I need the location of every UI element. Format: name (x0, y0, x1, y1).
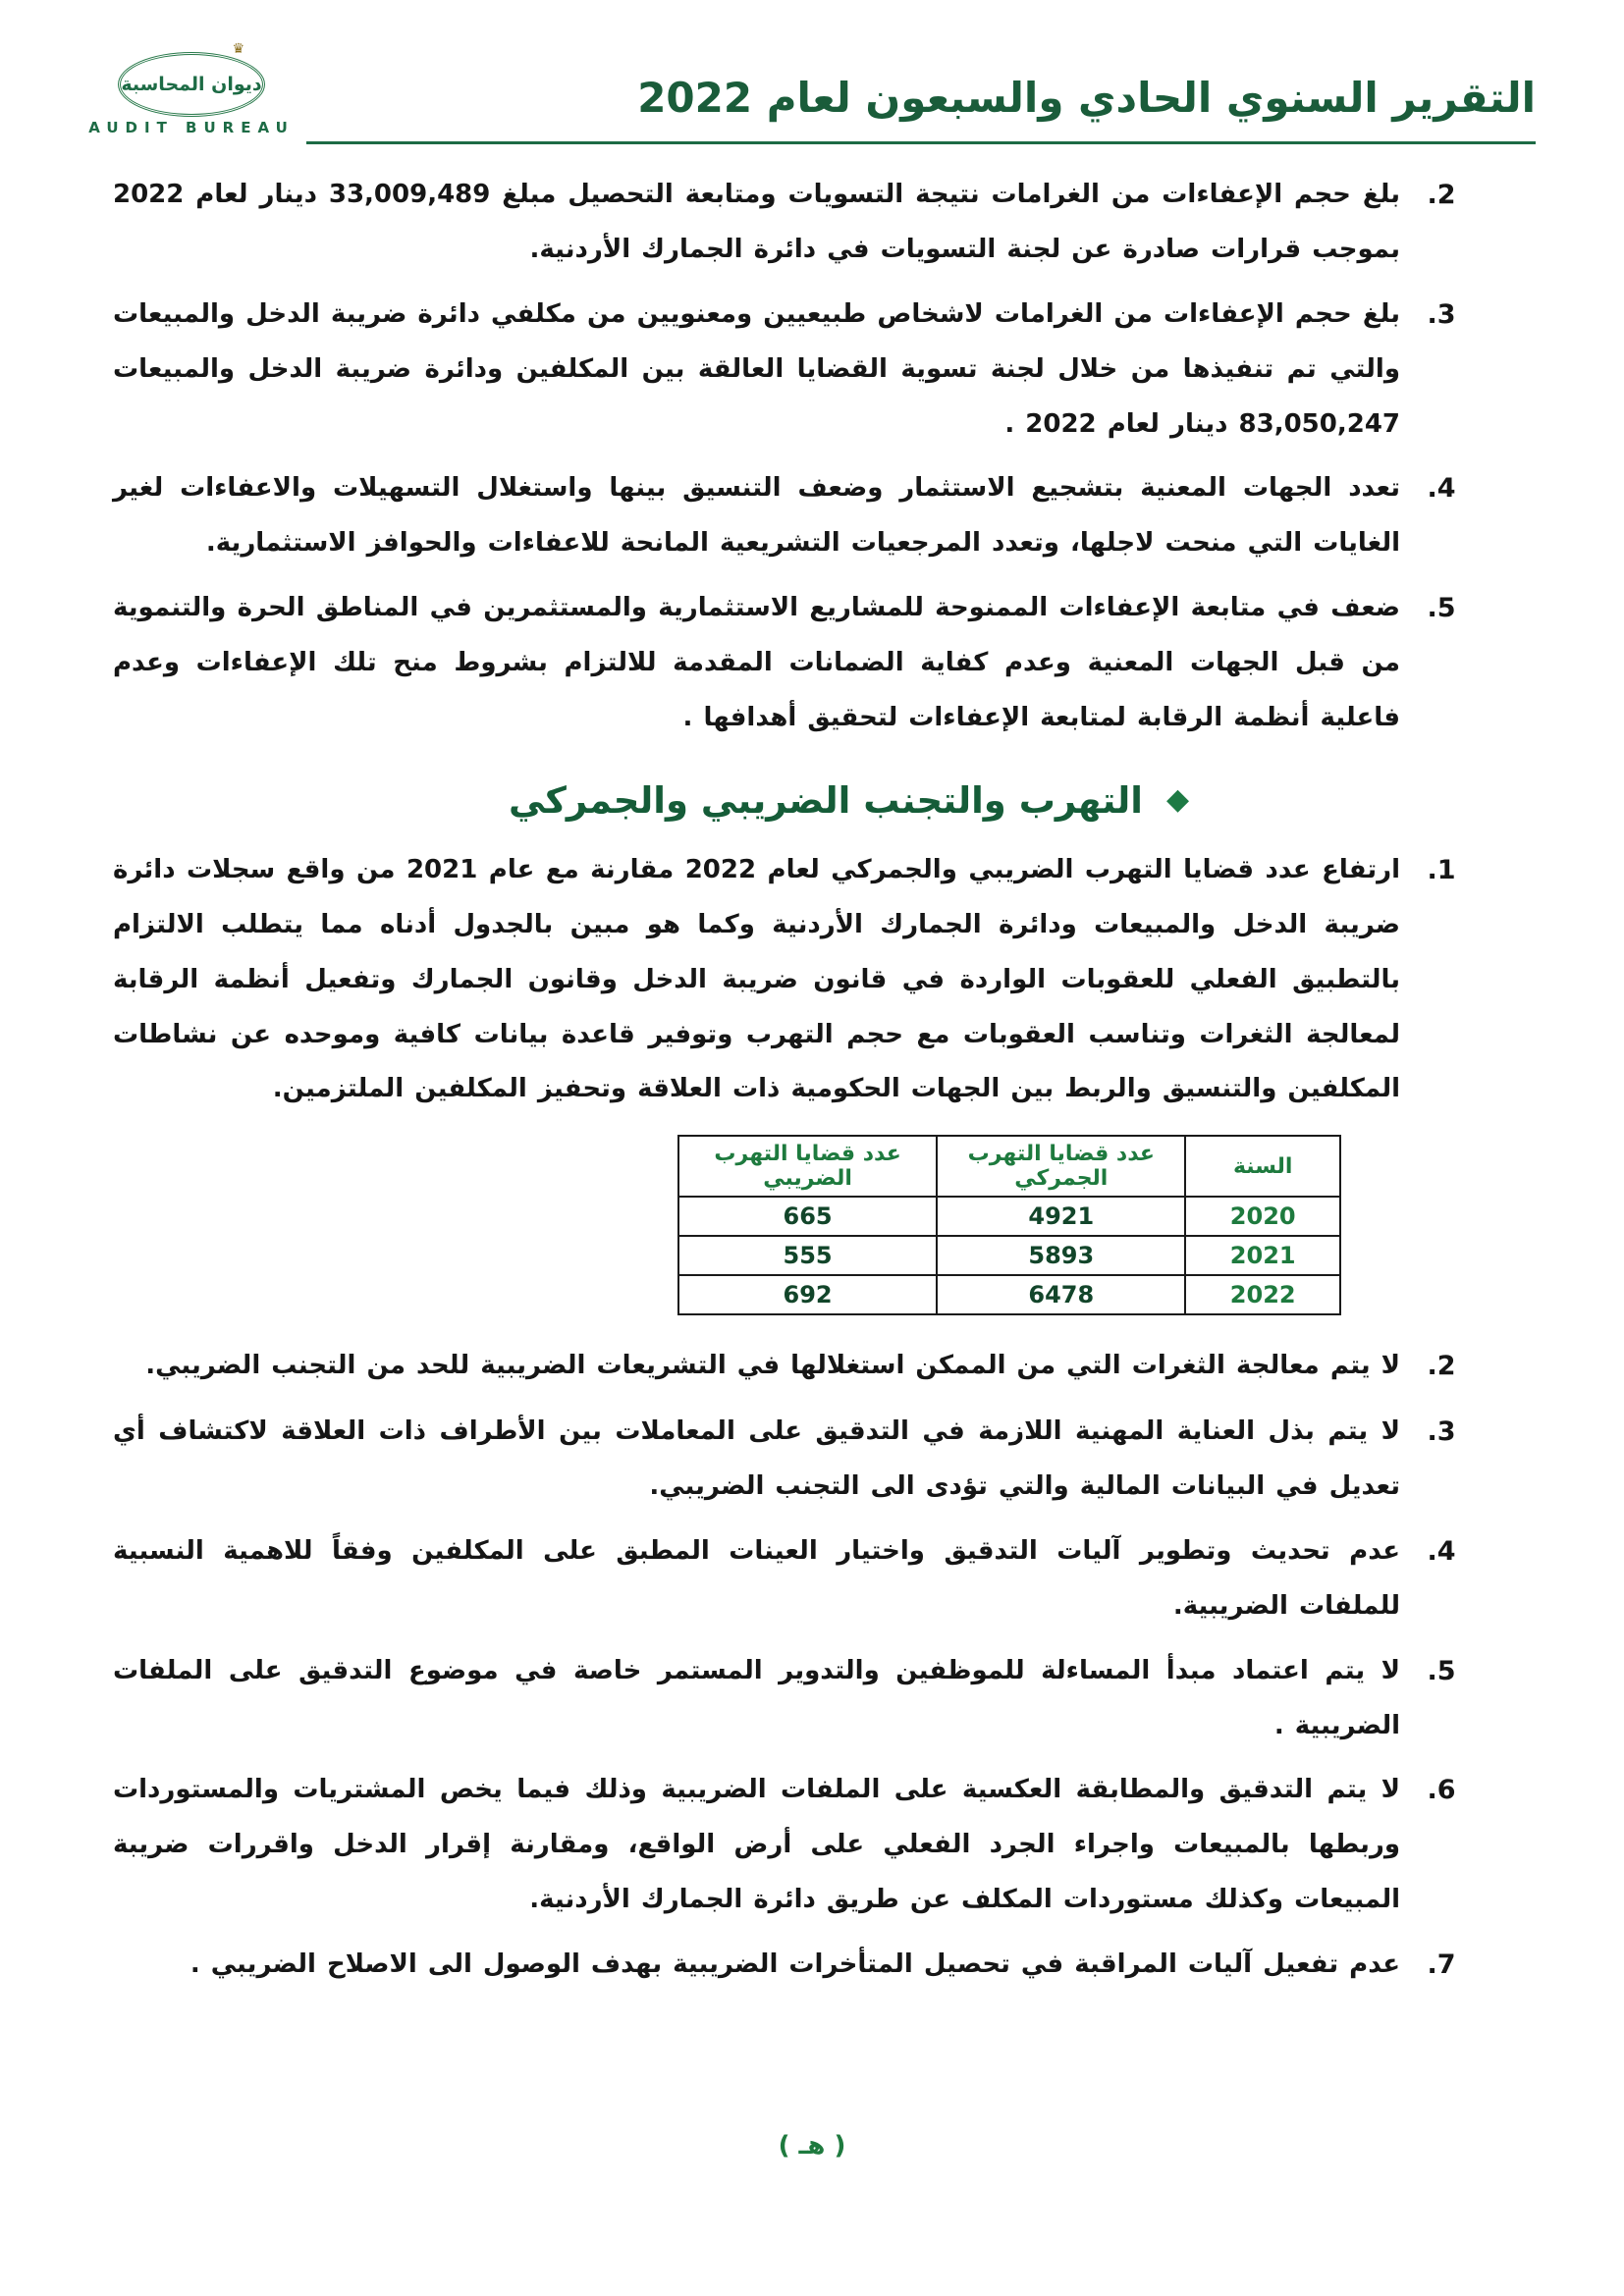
list-item-number: 5. (1427, 593, 1456, 624)
logo-latin-name: AUDIT BUREAU (88, 119, 295, 136)
list-item-number: 4. (1427, 1535, 1456, 1567)
list-item-text: لا يتم معالجة الثغرات التي من الممكن استغلالها في التشريعات الضريبية للحد من التجنب الضريبي. (145, 1351, 1400, 1381)
page-body (88, 144, 1536, 1994)
list-item-number: 1. (1427, 854, 1456, 885)
list-item (113, 1405, 1467, 1515)
table-cell-customs-count: 4921 (937, 1197, 1185, 1236)
list-item-text: عدم تفعيل آليات المراقبة في تحصيل المتأخرات الضريبية بهدف الوصول الى الاصلاح الضريبي . (189, 1949, 1400, 1980)
logo-emblem (118, 41, 265, 117)
table-row (678, 1236, 1340, 1275)
list-item (113, 1339, 1467, 1395)
table-cell-year: 2020 (1185, 1197, 1340, 1236)
table-cell-tax-count: 555 (678, 1236, 937, 1275)
table-cell-year: 2021 (1185, 1236, 1340, 1275)
table-header-tax-evasion: عدد قضايا التهرب الضريبي (678, 1136, 937, 1197)
list-item-number: 2. (1427, 1351, 1456, 1382)
table-row (678, 1275, 1340, 1314)
diamond-bullet-icon: ◆ (1166, 782, 1190, 818)
list-item-text: بلغ حجم الإعفاءات من الغرامات نتيجة التسويات ومتابعة التحصيل مبلغ 33,009,489 دينار لعام 2022 بموجب قرارات صادرة عن لجنة التسويات في دائرة الجمارك الأردنية. (113, 180, 1400, 264)
section-title: التهرب والتجنب الضريبي والجمركي (508, 778, 1143, 822)
list-item-text: ارتفاع عدد قضايا التهرب الضريبي والجمركي لعام 2022 مقارنة مع عام 2021 من واقع سجلات دائرة ضريبة الدخل والمبيعات ودائرة الجمارك الأردنية وكما هو مبين بالجدول أدناه مما يتطلب الالتزام بالتطبيق الفعلي للعقوبات الواردة في قانون ضريبة الدخل وقانون الجمارك وتفعيل أنظمة الرقابة لمعالجة الثغرات وتناسب العقوبات مع حجم التهرب وتوفير قاعدة بيانات كافية وموحده عن نشاطات المكلفين والتنسيق والربط بين الجهات الحكومية ذات العلاقة وتحفيز المكلفين الملتزمين. (113, 854, 1401, 1104)
table-cell-year: 2022 (1185, 1275, 1340, 1314)
list-item (113, 1763, 1467, 1928)
audit-bureau-logo (88, 41, 295, 136)
page-header (88, 41, 1536, 141)
logo-arabic-name: ديوان المحاسبة (121, 74, 262, 95)
evasion-cases-table (677, 1135, 1341, 1315)
list-item-number: 5. (1427, 1655, 1456, 1686)
report-title: التقرير السنوي الحادي والسبعون لعام 2022 (637, 73, 1536, 122)
list-item (113, 168, 1467, 278)
list-item-text: لا يتم التدقيق والمطابقة العكسية على الملفات الضريبية وذلك فيما يخص المشتريات والمستوردات وربطها بالمبيعات واجراء الجرد الفعلي على أرض الواقع، ومقارنة إقرار الدخل واقررات ضريبة المبيعات وكذلك مستوردات المكلف عن طريق دائرة الجمارك الأردنية. (113, 1775, 1400, 1915)
list-item-text: لا يتم بذل العناية المهنية اللازمة في التدقيق على المعاملات بين الأطراف ذات العلاقة لاكتشاف أي تعديل في البيانات المالية والتي تؤدى الى التجنب الضريبي. (113, 1416, 1400, 1501)
list-item (113, 843, 1467, 1117)
list-item-text: بلغ حجم الإعفاءات من الغرامات لاشخاص طبيعيين ومعنويين من مكلفي دائرة ضريبة الدخل والمبيعات والتي تم تنفيذها من خلال لجنة تسوية القضايا العالقة بين المكلفين ودائرة ضريبة الدخل والمبيعات 83,050,247 دينار لعام 2022 . (113, 298, 1400, 439)
table-header-customs-evasion: عدد قضايا التهرب الجمركي (937, 1136, 1185, 1197)
list-item (113, 1524, 1467, 1634)
table-cell-tax-count: 665 (678, 1197, 937, 1236)
table-cell-customs-count: 6478 (937, 1275, 1185, 1314)
list-item-text: تعدد الجهات المعنية بتشجيع الاستثمار وضعف التنسيق بينها واستغلال التسهيلات والاعفاءات لغير الغايات التي منحت لاجلها، وتعدد المرجعيات التشريعية المانحة للاعفاءات والحوافز الاستثمارية. (113, 473, 1400, 559)
list-item-number: 3. (1427, 298, 1456, 330)
list-item-number: 2. (1427, 180, 1456, 210)
crown-icon: ♛ (232, 41, 244, 57)
table-header-row (678, 1136, 1340, 1197)
list-item (113, 1644, 1467, 1754)
section-heading (231, 779, 1467, 822)
list-item (113, 461, 1467, 571)
list-item-number: 4. (1427, 473, 1456, 505)
list-item (113, 581, 1467, 746)
table-cell-tax-count: 692 (678, 1275, 937, 1314)
list-item-number: 6. (1427, 1775, 1456, 1806)
list-item-text: عدم تحديث وتطوير آليات التدقيق واختيار العينات المطبق على المكلفين وفقاً للاهمية النسبية للملفات الضريبية. (113, 1535, 1400, 1621)
list-item-text: لا يتم اعتماد مبدأ المساءلة للموظفين والتدوير المستمر خاصة في موضوع التدقيق على الملفات الضريبية . (113, 1655, 1400, 1740)
list-item-number: 7. (1427, 1949, 1456, 1981)
table-header-year: السنة (1185, 1136, 1340, 1197)
table-cell-customs-count: 5893 (937, 1236, 1185, 1275)
list-item (113, 288, 1467, 453)
list-item-number: 3. (1427, 1416, 1456, 1448)
page-number-marker: ( هـ ) (778, 2131, 846, 2161)
list-item (113, 1938, 1467, 1994)
table-row (678, 1197, 1340, 1236)
list-item-text: ضعف في متابعة الإعفاءات الممنوحة للمشاريع الاستثمارية والمستثمرين في المناطق الحرة والتنموية من قبل الجهات المعنية وعدم كفاية الضمانات المقدمة للالتزام بشروط منح تلك الإعفاءات وعدم فاعلية أنظمة الرقابة لمتابعة الإعفاءات لتحقيق أهدافها . (113, 593, 1400, 733)
